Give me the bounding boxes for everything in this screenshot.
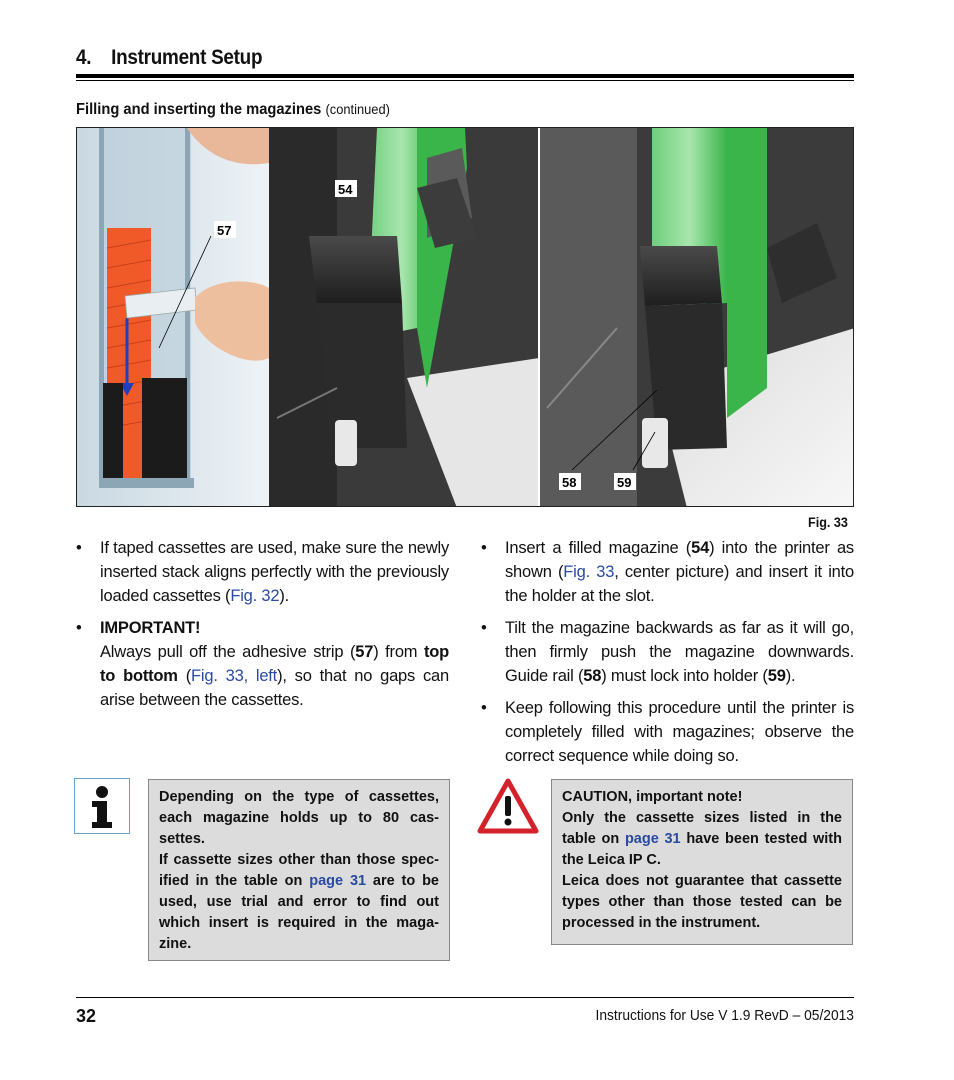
subheading [76,101,390,119]
photo-right [540,128,854,507]
title-rule-thin [76,80,854,81]
list-item: • IMPORTANT! Always pull off the adhesive strip (57) from top to bottom (Fig. 33, left), so that no gaps can arise between the cassettes. [76,616,449,712]
list-item: • If taped cassettes are used, make sure the newly inserted stack aligns perfectly with the previously loaded cassettes (Fig. 32). [76,536,449,608]
callout-57: 57 [217,223,232,238]
link-fig-33-left[interactable]: Fig. 33, left [191,667,278,685]
link-page-31-caution[interactable]: page 31 [624,831,681,847]
figure-caption: Fig. 33 [808,514,848,530]
right-column [481,536,854,768]
photo-center [269,128,539,507]
info-note [148,779,450,961]
important-heading: IMPORTANT! [100,619,201,637]
caution-p1: Only the cassette sizes listed in the table on page 31 have been tested with the Leica IP C. [562,810,842,868]
warning-triangle-icon [477,778,539,834]
subheading-title: Filling and inserting the magazines [76,101,322,118]
callout-59: 59 [617,475,632,490]
page-number: 32 [76,1006,97,1026]
info-note-p2: If cassette sizes other than those spec-ified in the table on page 31 are to be used, use trial and error to find out which insert is required in the maga-zine. [159,852,440,952]
caution-note [551,779,853,945]
link-page-31[interactable]: page 31 [309,873,367,889]
callout-58: 58 [562,475,577,490]
title-rule [76,74,854,78]
info-icon [74,778,130,834]
info-note-p1: Depending on the type of cassettes, each magazine holds up to 80 cas-settes. [159,789,439,847]
caution-title: CAUTION, important note! [562,789,743,805]
callout-54: 54 [338,182,353,197]
link-fig-32[interactable]: Fig. 32 [230,587,280,605]
link-fig-33[interactable]: Fig. 33 [563,563,615,581]
subheading-suffix: (continued) [325,101,390,117]
footer-doc-info: Instructions for Use V 1.9 RevD – 05/2013 [595,1007,854,1024]
section-title: 4. Instrument Setup [76,46,263,69]
figure-33 [76,127,854,507]
figure-photo-panels [77,128,854,507]
list-item: • Tilt the magazine backwards as far as it will go, then firmly push the magazine downwards. Guide rail (58) must lock into holder (59). [481,616,854,688]
left-column [76,536,449,712]
list-item: • Insert a filled magazine (54) into the printer as shown (Fig. 33, center picture) and insert it into the holder at the slot. [481,536,854,608]
caution-p2: Leica does not guarantee that cassette types other than those tested can be processed in the instrument. [562,873,842,931]
list-item: • Keep following this procedure until the printer is completely filled with magazines; observe the correct sequence while doing so. [481,696,854,768]
footer-rule [76,997,854,998]
